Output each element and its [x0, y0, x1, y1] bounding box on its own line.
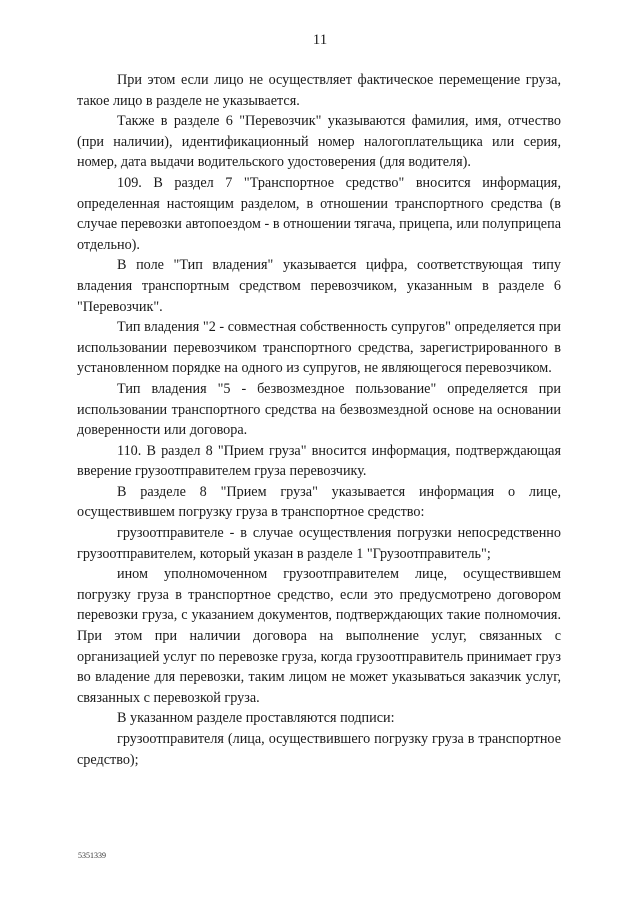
paragraph: В разделе 8 "Прием груза" указывается информация о лице, осуществившем погрузку груза в транспортное средство: — [77, 483, 561, 521]
paragraph: грузоотправителя (лица, осуществившего погрузку груза в транспортное средство); — [77, 731, 561, 768]
document-body — [77, 70, 561, 770]
paragraph: В поле "Тип владения" указывается цифра, соответствующая типу владения транспортным средством перевозчиком, указанным в разделе 6 "Перевозчик". — [77, 257, 561, 315]
paragraph: Также в разделе 6 "Перевозчик" указываются фамилия, имя, отчество (при наличии), идентификационный номер налогоплательщика или серия, номер, дата выдачи водительского удостоверения (для водителя). — [77, 113, 561, 171]
paragraph: грузоотправителе - в случае осуществления погрузки непосредственно грузоотправителем, который указан в разделе 1 "Грузоотправитель"; — [77, 525, 561, 562]
paragraph: Тип владения "2 - совместная собственность супругов" определяется при использовании перевозчиком транспортного средства, зарегистрированного в установленном порядке на одного из супругов, не являющегося перевозчиком. — [77, 319, 561, 377]
paragraph: Тип владения "5 - безвозмездное пользование" определяется при использовании транспортного средства на безвозмездной основе на основании доверенности или договора. — [77, 380, 561, 439]
footer-code: 5351339 — [78, 851, 106, 860]
paragraph-item-109: 109. В раздел 7 "Транспортное средство" вносится информация, определенная настоящим разделом, в отношении транспортного средства (в случае перевозки автопоездом - в отношении тягача, прицепа, или полуприцепа отдельно). — [77, 174, 561, 253]
page-number: 11 — [312, 32, 328, 48]
paragraph-item-110: 110. В раздел 8 "Прием груза" вносится информация, подтверждающая вверение грузоотправителем груза перевозчику. — [77, 442, 561, 480]
paragraph: В указанном разделе проставляются подписи: — [117, 710, 395, 727]
paragraph: ином уполномоченном грузоотправителем лице, осуществившем погрузку груза в транспортное средство, если это предусмотрено договором перевозки груза, с указанием документов, подтверждающих такие полномочия. При этом при наличии договора на выполнение услуг, связанных с организацией услуг по перевозке груза, когда грузоотправитель принимает груз во владение для перевозки, таким лицом не может указываться заказчик услуг, связанных с перевозкой груза. — [77, 566, 561, 706]
paragraph: При этом если лицо не осуществляет фактическое перемещение груза, такое лицо в разделе не указывается. — [77, 72, 561, 109]
